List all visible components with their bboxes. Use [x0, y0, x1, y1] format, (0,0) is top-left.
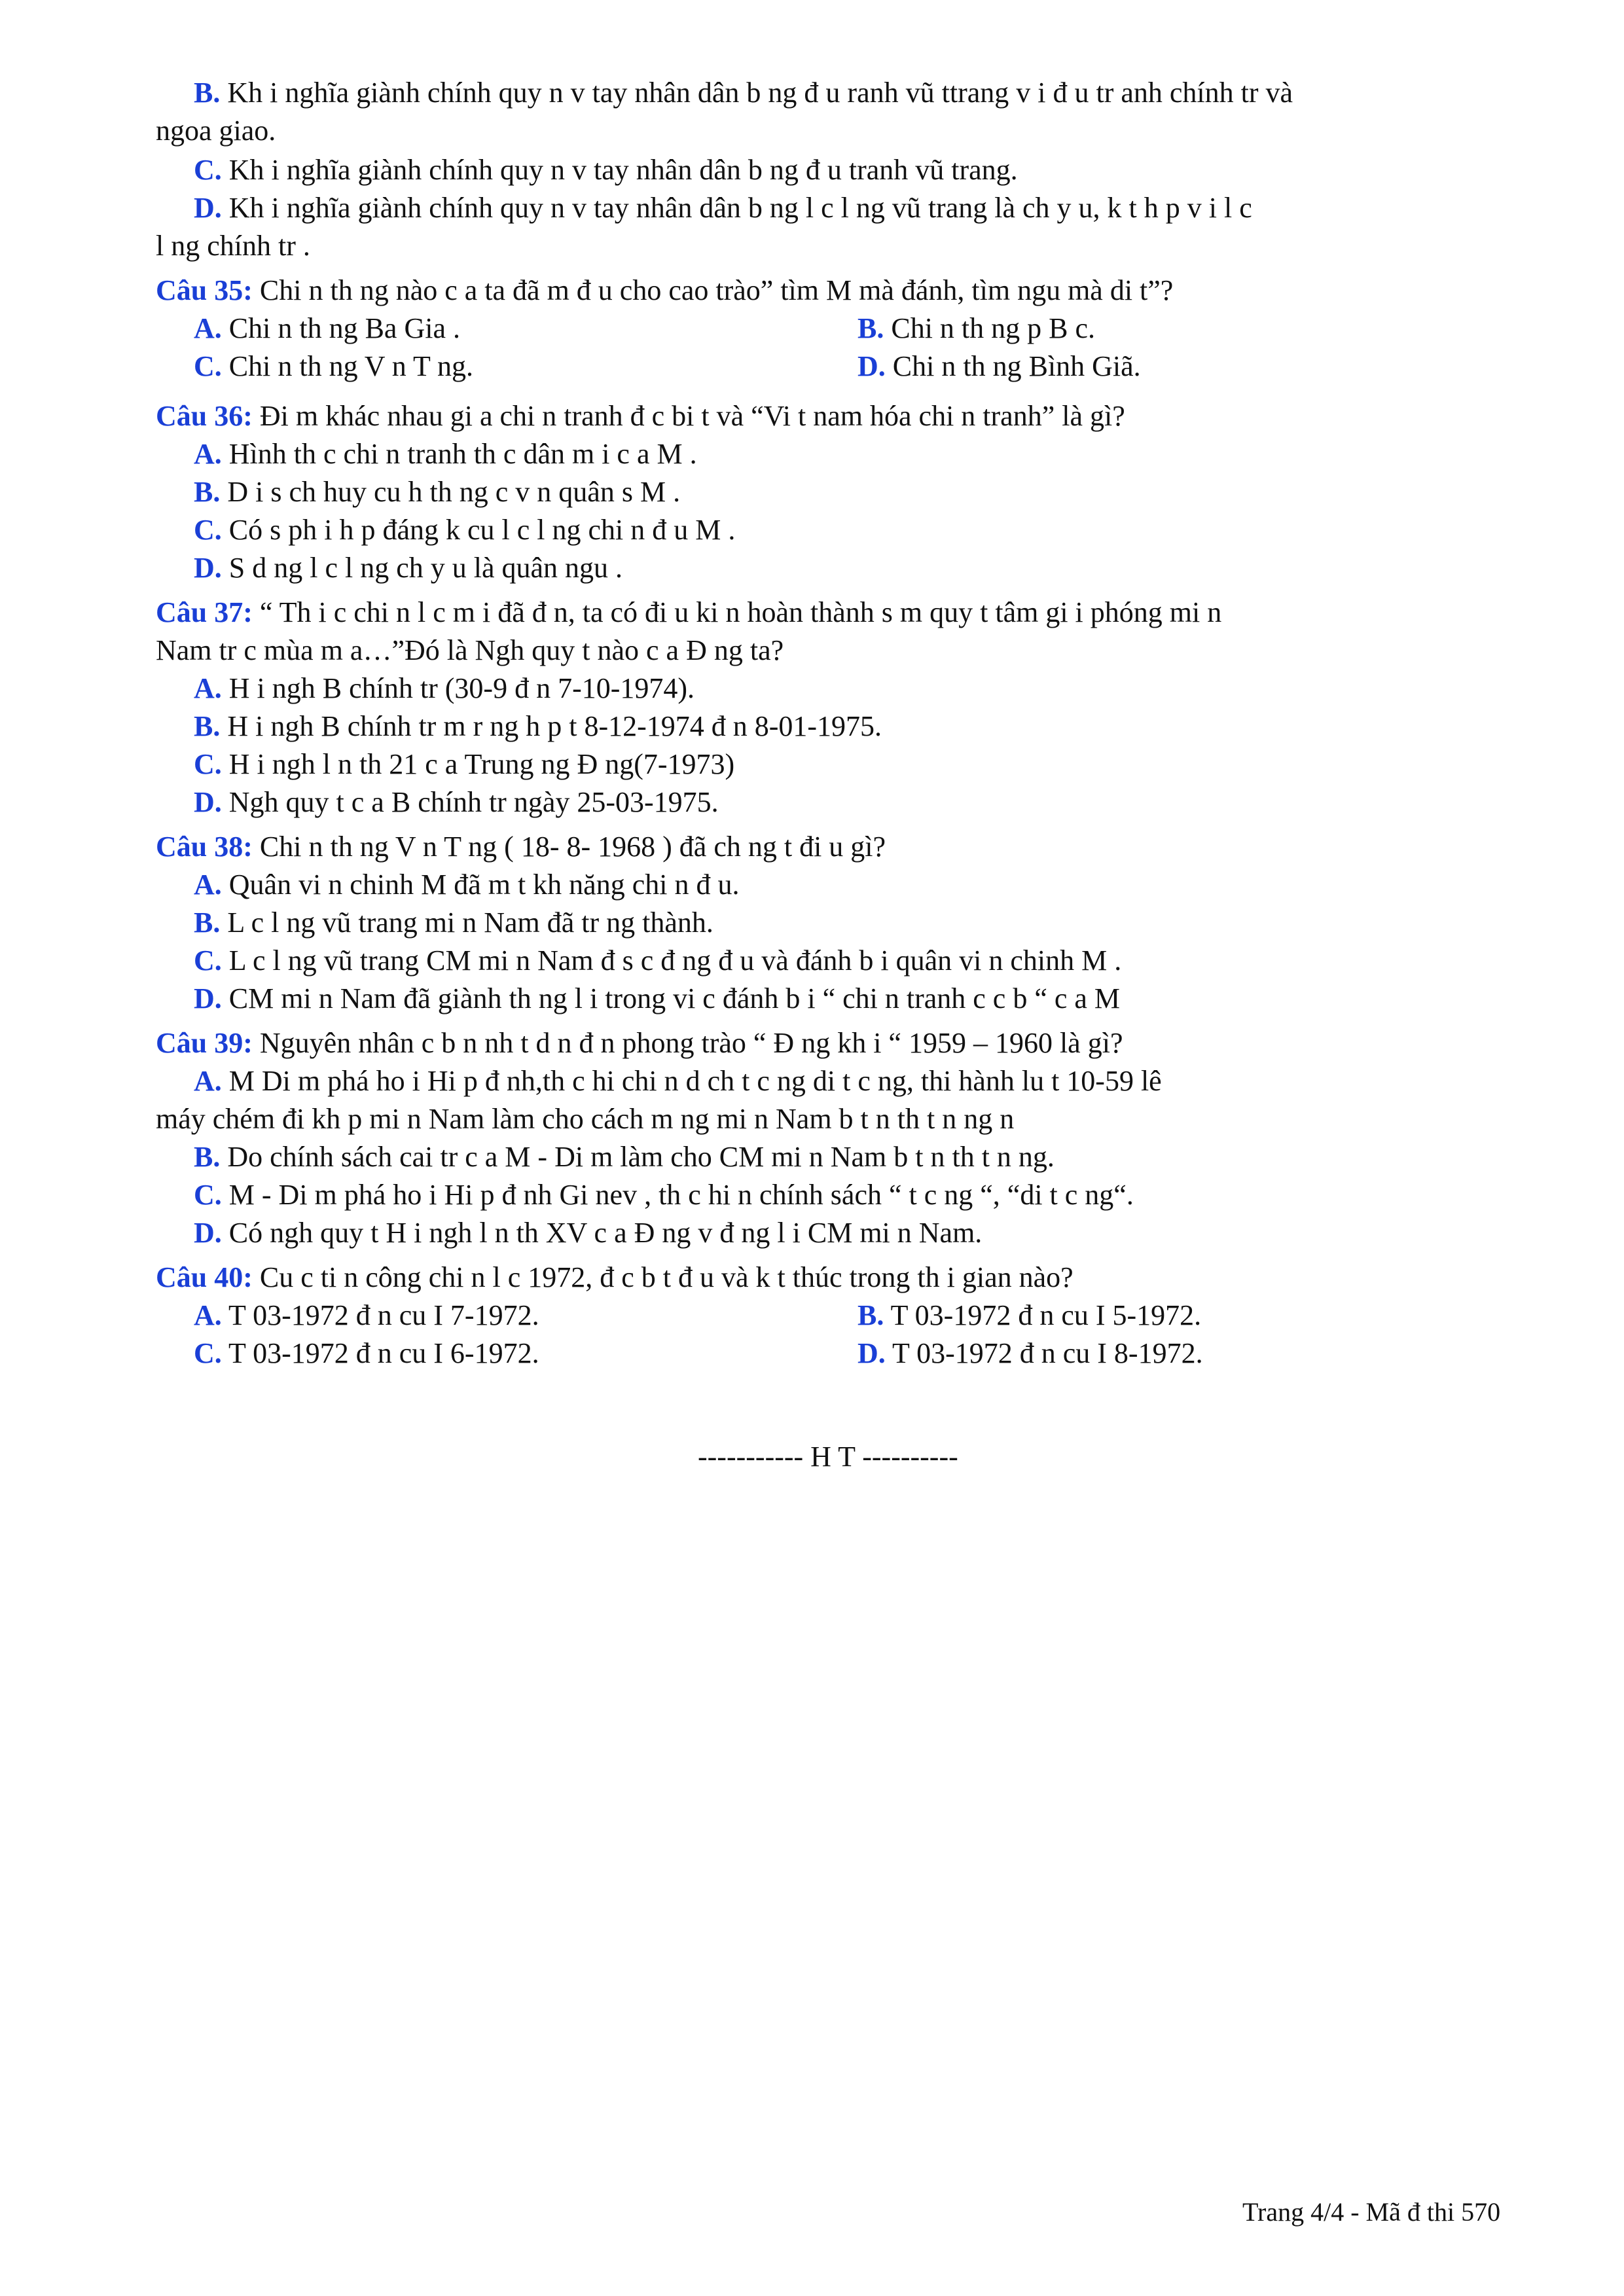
question-35-option-d: [857, 350, 1141, 384]
question-text: Nguyên nhân c b n nh t d n đ n phong trào “ Đ ng kh i “ 1959 – 1960 là gì?: [259, 1027, 1123, 1059]
option-label: B.: [857, 312, 884, 344]
option-text: S d ng l c l ng ch y u là quân ngu .: [228, 552, 623, 584]
question-40-option-c: [194, 1336, 539, 1371]
question-40-option-d: [857, 1336, 1203, 1371]
question-35-option-a: [194, 312, 460, 346]
option-text: T 03-1972 đ n cu I 6-1972.: [228, 1337, 539, 1369]
option-label: D.: [857, 1337, 886, 1369]
option-text: CM mi n Nam đã giành th ng l i trong vi c đánh b i “ chi n tranh c c b “ c a M: [228, 982, 1121, 1014]
end-marker: ----------- H T ----------: [698, 1441, 958, 1473]
question-36-option-d: [194, 551, 623, 585]
question-36-option-b: [194, 475, 680, 509]
option-text: L c l ng vũ trang CM mi n Nam đ s c đ ng đ u và đánh b i quân vi n chinh M .: [228, 944, 1122, 977]
option-text: L c l ng vũ trang mi n Nam đã tr ng thành.: [227, 906, 713, 939]
question-37-option-b: [194, 709, 882, 744]
option-text: H i ngh l n th 21 c a Trung ng Đ ng(7-1973): [228, 748, 735, 780]
option-label: B.: [194, 906, 221, 939]
option-text: T 03-1972 đ n cu I 5-1972.: [890, 1299, 1202, 1331]
question-number: Câu 35:: [156, 274, 253, 306]
option-label: B.: [194, 710, 221, 742]
question-39-option-c: [194, 1178, 1134, 1212]
question-37-option-c: [194, 747, 734, 781]
option-d-line1: [194, 191, 1252, 225]
option-label: D.: [857, 350, 886, 382]
question-39-option-b: [194, 1140, 1055, 1174]
option-label: A.: [194, 438, 222, 470]
option-text: M - Di m phá ho i Hi p đ nh Gi nev , th c hi n chính sách “ t c ng “, “di t c ng“.: [228, 1179, 1134, 1211]
question-40-stem: [156, 1261, 1074, 1295]
question-38-option-d: [194, 982, 1120, 1016]
question-number: Câu 36:: [156, 400, 253, 432]
question-text: Chi n th ng V n T ng ( 18- 8- 1968 ) đã ch ng t đi u gì?: [259, 831, 886, 863]
question-35-option-b: [857, 312, 1095, 346]
option-text: Chi n th ng Ba Gia .: [228, 312, 460, 344]
question-39-stem: [156, 1026, 1123, 1060]
option-text: T 03-1972 đ n cu I 8-1972.: [892, 1337, 1203, 1369]
question-text: Đi m khác nhau gi a chi n tranh đ c bi t và “Vi t nam hóa chi n tranh” là gì?: [259, 400, 1125, 432]
option-text: Kh i nghĩa giành chính quy n v tay nhân dân b ng đ u tranh vũ trang.: [228, 154, 1018, 186]
option-text: Kh i nghĩa giành chính quy n v tay nhân dân b ng đ u ranh vũ ttrang v i đ u tr anh chính tr và: [227, 77, 1293, 109]
question-number: Câu 38:: [156, 831, 253, 863]
option-label: B.: [194, 1141, 221, 1173]
option-label: C.: [194, 1337, 222, 1369]
page-label: Trang 4/4 - Mã đ thi 570: [1242, 2197, 1501, 2227]
option-text: Do chính sách cai tr c a M - Di m làm cho CM mi n Nam b t n th t n ng.: [227, 1141, 1055, 1173]
option-label: C.: [194, 1179, 222, 1211]
option-label: B.: [194, 77, 221, 109]
option-label: B.: [857, 1299, 884, 1331]
option-label: C.: [194, 748, 222, 780]
question-text: Cu c ti n công chi n l c 1972, đ c b t đ u và k t thúc trong th i gian nào?: [259, 1261, 1074, 1293]
option-text: D i s ch huy cu h th ng c v n quân s M .: [227, 476, 681, 508]
question-number: Câu 40:: [156, 1261, 253, 1293]
question-text: Chi n th ng nào c a ta đã m đ u cho cao trào” tìm M mà đánh, tìm ngu mà di t”?: [259, 274, 1174, 306]
option-label: D.: [194, 786, 222, 818]
question-39-option-a-line2: máy chém đi kh p mi n Nam làm cho cách m ng mi n Nam b t n th t n ng n: [156, 1103, 1015, 1135]
option-d-line2: l ng chính tr .: [156, 230, 310, 262]
option-label: C.: [194, 944, 222, 977]
option-label: A.: [194, 1299, 222, 1331]
question-37-stem-line1: [156, 596, 1221, 630]
option-label: A.: [194, 312, 222, 344]
option-text: Chi n th ng V n T ng.: [228, 350, 474, 382]
option-text: Có s ph i h p đáng k cu l c l ng chi n đ u M .: [228, 514, 736, 546]
option-text: Chi n th ng p B c.: [891, 312, 1096, 344]
option-label: D.: [194, 192, 222, 224]
option-text: H i ngh B chính tr m r ng h p t 8-12-1974 đ n 8-01-1975.: [227, 710, 882, 742]
option-text: Quân vi n chinh M đã m t kh năng chi n đ u.: [228, 869, 740, 901]
question-36-option-c: [194, 513, 735, 547]
option-b-line2: ngoa giao.: [156, 115, 276, 147]
question-38-stem: [156, 830, 886, 864]
question-37-stem-line2: Nam tr c mùa m a…”Đó là Ngh quy t nào c a Đ ng ta?: [156, 634, 784, 666]
option-text: Hình th c chi n tranh th c dân m i c a M .: [228, 438, 697, 470]
question-38-option-c: [194, 944, 1121, 978]
option-label: D.: [194, 1217, 222, 1249]
option-text: T 03-1972 đ n cu I 7-1972.: [228, 1299, 539, 1331]
question-40-option-b: [857, 1299, 1201, 1333]
question-number: Câu 37:: [156, 596, 253, 628]
question-38-option-a: [194, 868, 739, 902]
option-label: D.: [194, 552, 222, 584]
option-text: Ngh quy t c a B chính tr ngày 25-03-1975.: [228, 786, 719, 818]
option-text: H i ngh B chính tr (30-9 đ n 7-10-1974).: [228, 672, 695, 704]
question-36-stem: [156, 399, 1125, 433]
option-label: C.: [194, 154, 222, 186]
option-label: C.: [194, 350, 222, 382]
option-label: A.: [194, 672, 222, 704]
option-b-line1: [194, 76, 1293, 110]
question-35-option-c: [194, 350, 473, 384]
option-label: A.: [194, 869, 222, 901]
question-36-option-a: [194, 437, 697, 471]
option-text: Có ngh quy t H i ngh l n th XV c a Đ ng v đ ng l i CM mi n Nam.: [228, 1217, 983, 1249]
option-label: B.: [194, 476, 221, 508]
question-39-option-a-line1: [194, 1064, 1162, 1098]
question-37-option-a: [194, 672, 695, 706]
option-text: Kh i nghĩa giành chính quy n v tay nhân dân b ng l c l ng vũ trang là ch y u, k t h p v i l c: [228, 192, 1252, 224]
question-37-option-d: [194, 785, 719, 819]
option-text: M Di m phá ho i Hi p đ nh,th c hi chi n d ch t c ng di t c ng, thi hành lu t 10-59 lê: [228, 1065, 1162, 1097]
question-40-option-a: [194, 1299, 539, 1333]
option-text: Chi n th ng Bình Giã.: [892, 350, 1141, 382]
option-label: D.: [194, 982, 222, 1014]
question-number: Câu 39:: [156, 1027, 253, 1059]
option-label: C.: [194, 514, 222, 546]
question-35-stem: [156, 274, 1173, 308]
option-c: [194, 153, 1018, 187]
question-38-option-b: [194, 906, 713, 940]
question-text: “ Th i c chi n l c m i đã đ n, ta có đi u ki n hoàn thành s m quy t tâm gi i phóng mi n: [259, 596, 1222, 628]
question-39-option-d: [194, 1216, 982, 1250]
option-label: A.: [194, 1065, 222, 1097]
